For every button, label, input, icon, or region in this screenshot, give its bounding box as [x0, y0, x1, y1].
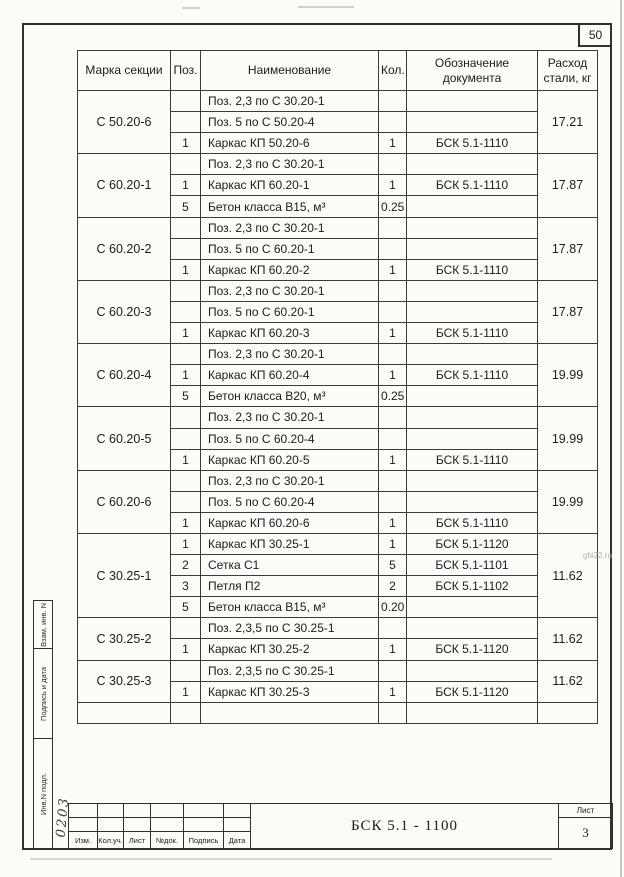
section-mark-cell	[78, 702, 171, 723]
name-cell	[201, 702, 379, 723]
tblock-empty-cell	[184, 804, 224, 818]
qty-cell	[379, 407, 407, 428]
steel-cell: 19.99	[538, 407, 598, 470]
pos-cell	[171, 660, 201, 681]
doc-cell	[407, 344, 538, 365]
doc-cell	[407, 238, 538, 259]
pos-cell	[171, 618, 201, 639]
tblock-empty-cell	[184, 818, 224, 832]
doc-cell	[407, 280, 538, 301]
strip-label-inv: Инв.N подл.	[38, 772, 48, 815]
table-row	[78, 407, 598, 428]
qty-cell: 2	[379, 576, 407, 597]
steel-cell: 17.21	[538, 91, 598, 154]
qty-cell	[379, 470, 407, 491]
tblock-col-izm: Изм.	[69, 832, 98, 849]
name-cell: Бетон класса В20, м³	[201, 386, 379, 407]
table-row	[78, 533, 598, 554]
qty-cell	[379, 660, 407, 681]
section-mark-cell: С 30.25-3	[78, 660, 171, 702]
steel-cell: 11.62	[538, 660, 598, 702]
qty-cell: 1	[379, 365, 407, 386]
steel-cell: 11.62	[538, 618, 598, 660]
sheet-number: 3	[559, 818, 613, 849]
header-row	[78, 51, 598, 91]
doc-cell	[407, 470, 538, 491]
section-mark-cell: С 50.20-6	[78, 91, 171, 154]
doc-cell: БСК 5.1-1120	[407, 639, 538, 660]
name-cell: Каркас КП 30.25-3	[201, 681, 379, 702]
pos-cell	[171, 217, 201, 238]
tblock-col-podpis: Подпись	[184, 832, 224, 849]
tblock-empty-cell	[98, 818, 124, 832]
header-mark: Марка секции	[78, 51, 171, 91]
pos-cell: 1	[171, 175, 201, 196]
name-cell: Поз. 5 по С 60.20-4	[201, 428, 379, 449]
name-cell: Бетон класса В15, м³	[201, 196, 379, 217]
pos-cell	[171, 702, 201, 723]
name-cell: Сетка С1	[201, 555, 379, 576]
section-mark-cell: С 60.20-3	[78, 280, 171, 343]
name-cell: Поз. 5 по С 60.20-4	[201, 491, 379, 512]
tblock-empty-cell	[98, 804, 124, 818]
doc-cell: БСК 5.1-1110	[407, 449, 538, 470]
name-cell: Каркас КП 50.20-6	[201, 133, 379, 154]
doc-cell	[407, 217, 538, 238]
pos-cell	[171, 238, 201, 259]
section-mark-cell: С 60.20-4	[78, 344, 171, 407]
qty-cell	[379, 428, 407, 449]
steel-cell: 11.62	[538, 533, 598, 617]
name-cell: Петля П2	[201, 576, 379, 597]
header-steel: Расход стали, кг	[538, 51, 598, 91]
strip-label-podpis: Подпись и дата	[38, 666, 48, 721]
sheet-label: Лист	[559, 804, 613, 818]
table-row	[78, 217, 598, 238]
name-cell: Каркас КП 60.20-4	[201, 365, 379, 386]
qty-cell: 1	[379, 681, 407, 702]
pos-cell: 1	[171, 681, 201, 702]
tblock-empty-cell	[124, 818, 151, 832]
specification-table	[77, 50, 598, 724]
qty-cell	[379, 154, 407, 175]
section-mark-cell: С 30.25-2	[78, 618, 171, 660]
name-cell: Поз. 2,3 по С 30.20-1	[201, 470, 379, 491]
name-cell: Поз. 2,3,5 по С 30.25-1	[201, 660, 379, 681]
doc-cell	[407, 407, 538, 428]
doc-cell: БСК 5.1-1101	[407, 555, 538, 576]
pos-cell: 1	[171, 365, 201, 386]
qty-cell: 5	[379, 555, 407, 576]
page-number: 50	[588, 28, 603, 42]
section-mark-cell: С 60.20-6	[78, 470, 171, 533]
doc-cell: БСК 5.1-1110	[407, 259, 538, 280]
name-cell: Поз. 2,3,5 по С 30.25-1	[201, 618, 379, 639]
section-mark-cell: С 60.20-1	[78, 154, 171, 217]
steel-cell: 17.87	[538, 217, 598, 280]
pos-cell	[171, 91, 201, 112]
qty-cell: 1	[379, 175, 407, 196]
qty-cell	[379, 280, 407, 301]
name-cell: Поз. 5 по С 50.20-4	[201, 112, 379, 133]
name-cell: Каркас КП 60.20-3	[201, 323, 379, 344]
qty-cell: 1	[379, 449, 407, 470]
qty-cell	[379, 112, 407, 133]
pos-cell	[171, 112, 201, 133]
pos-cell: 1	[171, 512, 201, 533]
doc-cell	[407, 301, 538, 322]
pos-cell: 1	[171, 533, 201, 554]
name-cell: Каркас КП 60.20-2	[201, 259, 379, 280]
spec-table-header	[78, 51, 598, 91]
qty-cell: 0.20	[379, 597, 407, 618]
pos-cell: 5	[171, 386, 201, 407]
pos-cell	[171, 280, 201, 301]
pos-cell: 1	[171, 639, 201, 660]
tblock-empty-cell	[151, 804, 184, 818]
doc-cell	[407, 196, 538, 217]
pos-cell: 2	[171, 555, 201, 576]
section-mark-cell: С 60.20-2	[78, 217, 171, 280]
tblock-col-data: Дата	[224, 832, 251, 849]
name-cell: Поз. 2,3 по С 30.20-1	[201, 154, 379, 175]
doc-cell	[407, 660, 538, 681]
name-cell: Поз. 2,3 по С 30.20-1	[201, 91, 379, 112]
tblock-empty-cell	[224, 818, 251, 832]
table-row	[78, 154, 598, 175]
name-cell: Каркас КП 30.25-1	[201, 533, 379, 554]
doc-cell: БСК 5.1-1120	[407, 533, 538, 554]
name-cell: Каркас КП 60.20-5	[201, 449, 379, 470]
document-code: БСК 5.1 - 1100	[251, 804, 559, 849]
tblock-col-ndok: №док.	[151, 832, 184, 849]
doc-cell	[407, 491, 538, 512]
table-row	[78, 660, 598, 681]
qty-cell: 1	[379, 533, 407, 554]
name-cell: Поз. 2,3 по С 30.20-1	[201, 407, 379, 428]
section-mark-cell: С 60.20-5	[78, 407, 171, 470]
name-cell: Каркас КП 60.20-1	[201, 175, 379, 196]
pos-cell	[171, 428, 201, 449]
doc-cell	[407, 702, 538, 723]
strip-cell-inv	[33, 738, 53, 850]
steel-cell	[538, 702, 598, 723]
header-doc: Обозначение документа	[407, 51, 538, 91]
strip-cell-vzam	[33, 600, 53, 648]
scan-bottom-line	[30, 858, 552, 860]
qty-cell	[379, 491, 407, 512]
doc-cell	[407, 112, 538, 133]
strip-label-vzam: Взам. инв. N	[38, 602, 48, 647]
steel-cell: 19.99	[538, 344, 598, 407]
table-row	[78, 91, 598, 112]
qty-cell: 1	[379, 323, 407, 344]
title-block-row	[69, 804, 613, 818]
pos-cell	[171, 344, 201, 365]
steel-cell: 17.87	[538, 154, 598, 217]
doc-cell: БСК 5.1-1110	[407, 133, 538, 154]
qty-cell: 0.25	[379, 196, 407, 217]
spec-table-body	[78, 91, 598, 724]
name-cell: Поз. 5 по С 60.20-1	[201, 301, 379, 322]
tblock-empty-cell	[69, 818, 98, 832]
table-row	[78, 702, 598, 723]
name-cell: Поз. 2,3 по С 30.20-1	[201, 280, 379, 301]
steel-cell: 19.99	[538, 470, 598, 533]
qty-cell: 1	[379, 259, 407, 280]
strip-cell-podpis	[33, 648, 53, 738]
qty-cell: 1	[379, 133, 407, 154]
doc-cell	[407, 386, 538, 407]
doc-cell: БСК 5.1-1110	[407, 323, 538, 344]
header-qty: Кол.	[379, 51, 407, 91]
name-cell: Поз. 2,3 по С 30.20-1	[201, 217, 379, 238]
pos-cell	[171, 470, 201, 491]
pos-cell	[171, 301, 201, 322]
scan-artifact-dash	[298, 6, 354, 8]
handwritten-number: 0203	[53, 795, 73, 839]
qty-cell	[379, 702, 407, 723]
title-block	[68, 803, 613, 849]
page-number-box	[578, 25, 611, 47]
pos-cell: 1	[171, 449, 201, 470]
qty-cell	[379, 217, 407, 238]
tblock-empty-cell	[224, 804, 251, 818]
scan-artifact-dash	[182, 7, 200, 9]
tblock-empty-cell	[69, 804, 98, 818]
doc-cell: БСК 5.1-1110	[407, 512, 538, 533]
doc-cell: БСК 5.1-1110	[407, 365, 538, 386]
pos-cell: 1	[171, 259, 201, 280]
qty-cell: 0.25	[379, 386, 407, 407]
name-cell: Бетон класса В15, м³	[201, 597, 379, 618]
pos-cell	[171, 407, 201, 428]
pos-cell: 1	[171, 133, 201, 154]
doc-cell	[407, 154, 538, 175]
table-row	[78, 344, 598, 365]
tblock-col-koluch: Кол.уч.	[98, 832, 124, 849]
qty-cell	[379, 618, 407, 639]
name-cell: Каркас КП 60.20-6	[201, 512, 379, 533]
table-row	[78, 618, 598, 639]
name-cell: Поз. 5 по С 60.20-1	[201, 238, 379, 259]
doc-cell: БСК 5.1-1120	[407, 681, 538, 702]
tblock-empty-cell	[124, 804, 151, 818]
qty-cell: 1	[379, 639, 407, 660]
tblock-empty-cell	[151, 818, 184, 832]
pos-cell	[171, 491, 201, 512]
qty-cell	[379, 344, 407, 365]
doc-cell: БСК 5.1-1110	[407, 175, 538, 196]
header-pos: Поз.	[171, 51, 201, 91]
qty-cell	[379, 301, 407, 322]
doc-cell	[407, 91, 538, 112]
doc-cell: БСК 5.1-1102	[407, 576, 538, 597]
qty-cell: 1	[379, 512, 407, 533]
pos-cell: 3	[171, 576, 201, 597]
steel-cell: 17.87	[538, 280, 598, 343]
table-row	[78, 470, 598, 491]
name-cell: Поз. 2,3 по С 30.20-1	[201, 344, 379, 365]
table-row	[78, 280, 598, 301]
pos-cell: 5	[171, 597, 201, 618]
tblock-col-list: Лист	[124, 832, 151, 849]
name-cell: Каркас КП 30.25-2	[201, 639, 379, 660]
doc-cell	[407, 597, 538, 618]
section-mark-cell: С 30.25-1	[78, 533, 171, 617]
doc-cell	[407, 428, 538, 449]
header-name: Наименование	[201, 51, 379, 91]
frame-side-strip	[33, 600, 53, 850]
pos-cell	[171, 154, 201, 175]
watermark: gbi22.ru	[583, 551, 612, 560]
qty-cell	[379, 91, 407, 112]
pos-cell: 1	[171, 323, 201, 344]
qty-cell	[379, 238, 407, 259]
scan-edge-shadow	[620, 0, 622, 877]
pos-cell: 5	[171, 196, 201, 217]
doc-cell	[407, 618, 538, 639]
